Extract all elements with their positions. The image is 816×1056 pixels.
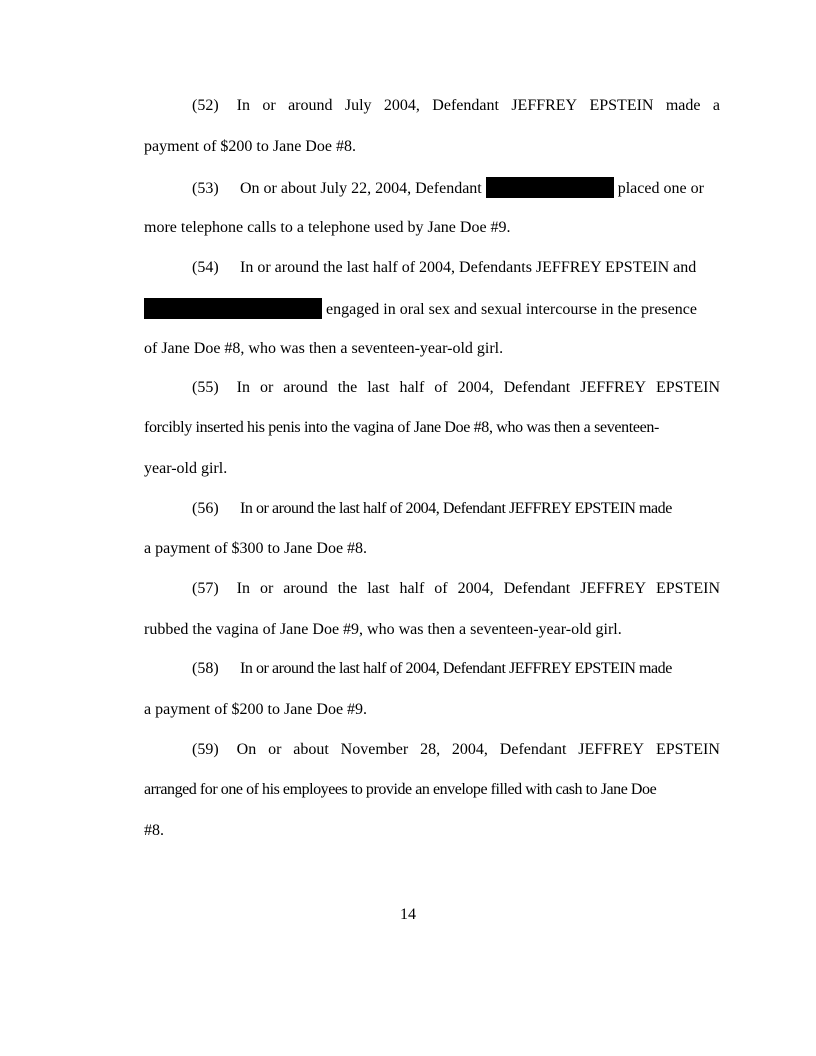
paragraph-56-first-line [144, 499, 720, 519]
word: 2004, [457, 379, 494, 396]
word: around [288, 97, 333, 114]
paragraph-59-line-2: arranged for one of his employees to provide an envelope filled with cash to Jane Doe [144, 781, 657, 798]
word: or [259, 379, 274, 396]
word: last [367, 379, 390, 396]
paragraph-number: (58) [192, 660, 219, 677]
word: JEFFREY [511, 97, 578, 114]
word: Defendant [503, 379, 571, 396]
paragraph-text: In or around the last half of 2004, Defendants JEFFREY EPSTEIN and [240, 259, 697, 276]
paragraph-number: (52) In [192, 97, 250, 114]
page-number: 14 [400, 906, 416, 923]
word: 28, [420, 741, 441, 758]
paragraph-54-line-3: of Jane Doe #8, who was then a seventeen-year-old girl. [144, 340, 504, 357]
paragraph-56-line-2: a payment of $300 to Jane Doe #8. [144, 540, 368, 557]
paragraph-59-first-line [144, 740, 720, 760]
word: JEFFREY [580, 379, 647, 396]
word: EPSTEIN [656, 379, 720, 396]
redaction-block [486, 177, 614, 198]
paragraph-52-line-2: payment of $200 to Jane Doe #8. [144, 138, 356, 155]
word: of [434, 379, 448, 396]
paragraph-57-first-line [144, 579, 720, 599]
paragraph-59-line-3: #8. [144, 822, 164, 839]
word: Defendant [503, 580, 571, 597]
paragraph-55-first-line [144, 378, 720, 398]
word: made [665, 97, 701, 114]
word: half [399, 580, 425, 597]
paragraph-number: (57) In [192, 580, 250, 597]
paragraph-number: (53) [192, 180, 219, 197]
paragraph-58-first-line [144, 659, 720, 679]
word: around [283, 580, 328, 597]
paragraph-text: engaged in oral sex and sexual intercourse in the presence [326, 301, 697, 318]
word: half [399, 379, 425, 396]
word: July [344, 97, 372, 114]
word: last [367, 580, 390, 597]
word: November [340, 741, 409, 758]
redaction-block [144, 298, 322, 319]
paragraph-55-line-3: year-old girl. [144, 460, 228, 477]
word: 2004, [383, 97, 420, 114]
word: the [337, 580, 358, 597]
paragraph-53-first-line [144, 177, 720, 199]
paragraph-54-first-line [144, 258, 720, 278]
paragraph-52-first-line [144, 96, 720, 116]
paragraph-text: In or around the last half of 2004, Defendant JEFFREY EPSTEIN made [240, 660, 672, 677]
paragraph-number: (54) [192, 259, 219, 276]
word: Defendant [499, 741, 567, 758]
word: Defendant [432, 97, 499, 114]
word: JEFFREY [580, 580, 647, 597]
paragraph-57-line-2: rubbed the vagina of Jane Doe #9, who was then a seventeen-year-old girl. [144, 621, 622, 638]
word: 2004, [457, 580, 494, 597]
word: EPSTEIN [589, 97, 654, 114]
word: around [283, 379, 328, 396]
word: 2004, [451, 741, 488, 758]
word: a [712, 97, 720, 114]
paragraph-text: placed one or [617, 180, 704, 197]
paragraph-number: (59) On [192, 741, 257, 758]
word: or [268, 741, 282, 758]
paragraph-text: In or around the last half of 2004, Defendant JEFFREY EPSTEIN made [240, 500, 672, 517]
word: JEFFREY [578, 741, 645, 758]
paragraph-number: (56) [192, 500, 219, 517]
word: EPSTEIN [656, 580, 720, 597]
paragraph-number: (55) In [192, 379, 250, 396]
word: or [262, 97, 276, 114]
paragraph-54-line-2 [144, 298, 720, 320]
word: or [259, 580, 274, 597]
word: about [293, 741, 329, 758]
word: EPSTEIN [655, 741, 720, 758]
paragraph-58-line-2: a payment of $200 to Jane Doe #9. [144, 701, 368, 718]
word: of [434, 580, 448, 597]
paragraph-53-line-2: more telephone calls to a telephone used by Jane Doe #9. [144, 219, 511, 236]
paragraph-text: On or about July 22, 2004, Defendant [240, 180, 482, 197]
word: the [337, 379, 358, 396]
paragraph-55-line-2: forcibly inserted his penis into the vagina of Jane Doe #8, who was then a seventeen- [144, 419, 659, 436]
